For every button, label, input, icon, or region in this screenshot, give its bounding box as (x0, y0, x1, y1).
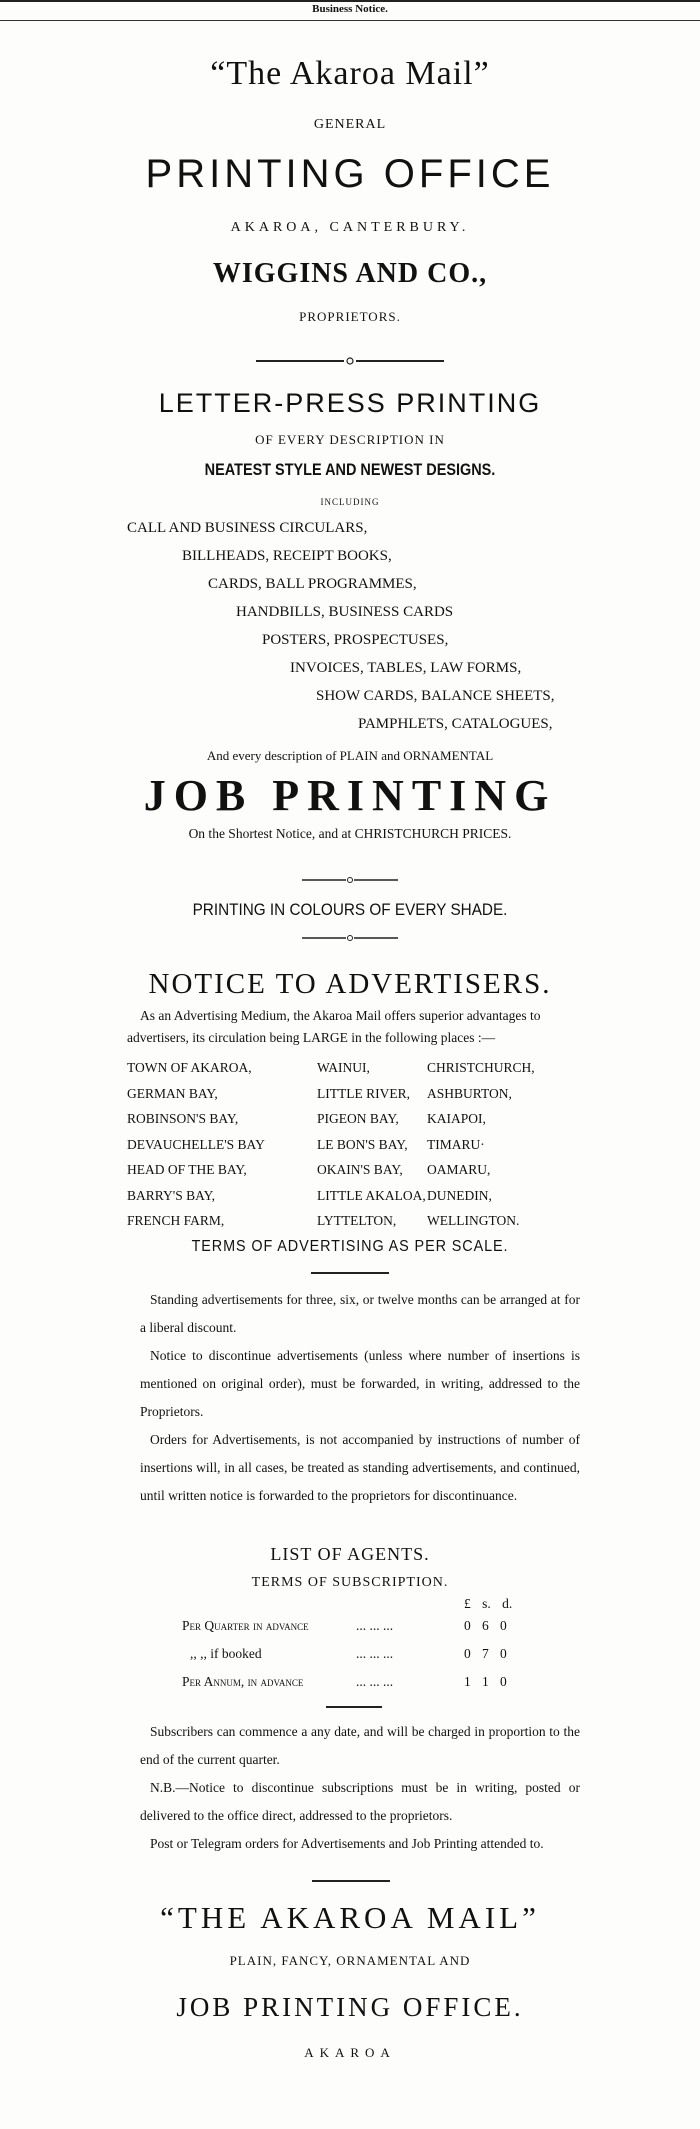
town-name: DUNEDIN, (427, 1187, 492, 1203)
subscription-row-pence: 0 (500, 1618, 507, 1633)
towns-column-1 (127, 1055, 265, 1234)
letterpress-style: NEATEST STYLE AND NEWEST DESIGNS. (204, 460, 496, 479)
masthead-general: GENERAL (313, 117, 387, 132)
town-name: CHRISTCHURCH, (427, 1060, 535, 1075)
advertisers-heading: NOTICE TO ADVERTISERS. (148, 968, 552, 1000)
town-name: LITTLE RIVER, (317, 1085, 410, 1101)
town-name: HEAD OF THE BAY, (127, 1162, 247, 1177)
paragraph-text: Subscribers can commence a any date, and will be charged in proportion to the end of the current quarter. (140, 1724, 580, 1767)
subscription-paragraph (140, 1718, 580, 1774)
subscription-row-pounds: 1 (464, 1674, 471, 1689)
service-item: PAMPHLETS, CATALOGUES, (358, 716, 553, 732)
footer-sub: PLAIN, FANCY, ORNAMENTAL AND (229, 1953, 471, 1968)
subscription-row-pounds: 0 (464, 1618, 471, 1633)
advertising-paragraph (140, 1342, 580, 1426)
town-name: GERMAN BAY, (127, 1085, 218, 1101)
printing-office-heading: PRINTING OFFICE (145, 152, 555, 196)
footer-office: JOB PRINTING OFFICE. (176, 1992, 524, 2022)
town-name: ASHBURTON, (427, 1085, 512, 1101)
ornament-divider (256, 355, 444, 367)
currency-header (464, 1596, 512, 1612)
paragraph-text: Orders for Advertisements, is not accompanied by instructions of number of insertions will, in all cases, be treated as standing advertisements, and continued, until written notice is forwarded to the proprietors for discontinuance. (140, 1432, 580, 1503)
subscription-row-dots: ... ... ... (356, 1646, 394, 1661)
shortest-notice-line: On the Shortest Notice, and at CHRISTCHURCH PRICES. (188, 826, 512, 841)
subscription-row-dots: ... ... ... (356, 1618, 394, 1633)
letterpress-heading: LETTER-PRESS PRINTING (158, 388, 542, 418)
masthead-title: “The Akaroa Mail” (210, 55, 490, 92)
town-name: DEVAUCHELLE'S BAY (127, 1136, 265, 1152)
currency-pound: £ (464, 1596, 471, 1611)
subscription-row-label: ,, ,, if booked (190, 1646, 262, 1661)
town-name: WELLINGTON. (427, 1213, 520, 1228)
ornamental-line: And every description of PLAIN and ORNAMENTAL (206, 748, 494, 763)
town-name: FRENCH FARM, (127, 1213, 225, 1228)
service-item: POSTERS, PROSPECTUSES, (262, 632, 449, 648)
subscription-row-shillings: 7 (482, 1646, 489, 1661)
town-name: WAINUI, (317, 1060, 370, 1075)
ornament-divider (302, 874, 398, 886)
service-item: BILLHEADS, RECEIPT BOOKS, (182, 548, 392, 564)
advertising-paragraph (140, 1286, 580, 1342)
service-item: CALL AND BUSINESS CIRCULARS, (127, 520, 368, 536)
service-item: HANDBILLS, BUSINESS CARDS (236, 604, 454, 620)
paragraph-text: Notice to discontinue advertisements (unless where number of insertions is mentioned on original order), must be forwarded, in writing, addressed to the Proprietors. (140, 1348, 580, 1419)
currency-shilling: s. (482, 1596, 491, 1611)
subscription-row-shillings: 6 (482, 1618, 489, 1633)
subscription-row-label: Per Annum, in advance (182, 1674, 304, 1689)
paragraph-text: Post or Telegram orders for Advertisements and Job Printing attended to. (150, 1836, 544, 1851)
subscription-row-pence: 0 (500, 1674, 507, 1689)
advertisers-intro-line: As an Advertising Medium, the Akaroa Mail offers superior advantages to (140, 1008, 541, 1023)
proprietors-label: PROPRIETORS. (299, 309, 401, 324)
ornament-divider (302, 932, 398, 944)
subscription-paragraph (140, 1774, 580, 1830)
section-label: Business Notice. (312, 3, 388, 15)
service-item: SHOW CARDS, BALANCE SHEETS, (316, 688, 555, 704)
location-line: AKAROA, CANTERBURY. (230, 220, 470, 235)
towns-column-2 (317, 1055, 426, 1234)
advertising-paragraph (140, 1426, 580, 1510)
colours-line: PRINTING IN COLOURS OF EVERY SHADE. (192, 900, 508, 919)
town-name: LITTLE AKALOA, (317, 1187, 426, 1203)
terms-line: TERMS OF ADVERTISING AS PER SCALE. (191, 1238, 509, 1255)
short-rule (312, 1880, 390, 1882)
town-name: LYTTELTON, (317, 1213, 397, 1228)
footer-town: AKAROA (304, 2045, 396, 2060)
service-item: CARDS, BALL PROGRAMMES, (208, 576, 417, 592)
paragraph-text: N.B.—Notice to discontinue subscriptions must be in writing, posted or delivered to the office direct, addressed to the proprietors. (140, 1780, 580, 1823)
town-name: TOWN OF AKAROA, (127, 1060, 252, 1075)
town-name: LE BON'S BAY, (317, 1136, 408, 1152)
subscription-heading: TERMS OF SUBSCRIPTION. (251, 1575, 449, 1590)
currency-pence: d. (502, 1596, 513, 1611)
town-name: OKAIN'S BAY, (317, 1162, 403, 1177)
subscription-paragraph (140, 1830, 580, 1858)
letterpress-sub: OF EVERY DESCRIPTION IN (255, 432, 445, 447)
subscription-row-shillings: 1 (482, 1674, 489, 1689)
including-label: INCLUDING (320, 497, 380, 507)
subscription-row-label: Per Quarter in advance (182, 1618, 309, 1633)
town-name: KAIAPOI, (427, 1111, 486, 1126)
job-printing-heading: JOB PRINTING (143, 771, 557, 820)
short-rule (326, 1706, 382, 1708)
subscription-row-dots: ... ... ... (356, 1674, 394, 1689)
town-name: BARRY'S BAY, (127, 1187, 215, 1203)
agents-heading: LIST OF AGENTS. (270, 1544, 430, 1564)
town-name: PIGEON BAY, (317, 1111, 399, 1126)
paragraph-text: Standing advertisements for three, six, or twelve months can be arranged at for a liberal discount. (140, 1292, 580, 1335)
town-name: OAMARU, (427, 1162, 491, 1177)
footer-title: “THE AKAROA MAIL” (160, 1900, 540, 1935)
towns-column-3 (427, 1055, 535, 1234)
subscription-row-pounds: 0 (464, 1646, 471, 1661)
advertisers-intro-line: advertisers, its circulation being LARGE in the following places :— (127, 1030, 496, 1045)
town-name: ROBINSON'S BAY, (127, 1111, 239, 1126)
firm-name: WIGGINS AND CO., (212, 258, 488, 289)
short-rule (311, 1272, 389, 1274)
service-item: INVOICES, TABLES, LAW FORMS, (290, 660, 522, 676)
town-name: TIMARU· (427, 1136, 485, 1152)
subscription-row-pence: 0 (500, 1646, 507, 1661)
